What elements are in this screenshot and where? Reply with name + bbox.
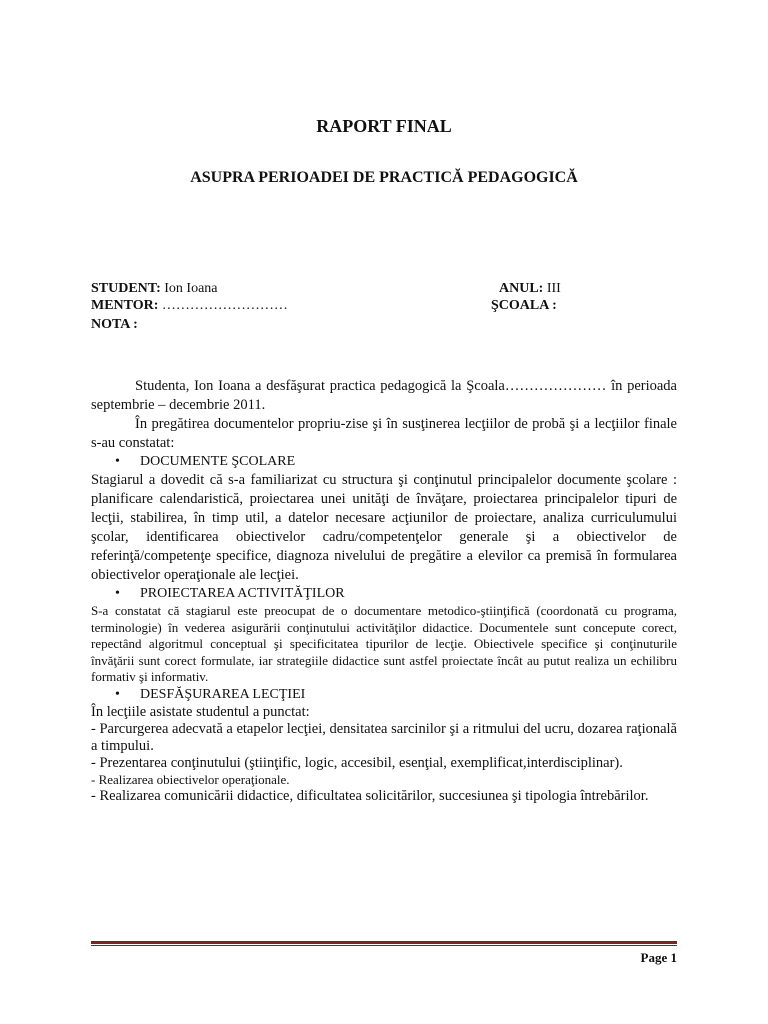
paragraph-prezentarea: - Prezentarea conţinutului (ştiinţific, logic, accesibil, esenţial, exemplificat,interdisciplinar). [91, 754, 623, 771]
paragraph-asistate: În lecţiile asistate studentul a punctat: [91, 703, 310, 720]
mentor-value: ……………………… [161, 298, 288, 313]
bullet-desfasurarea [91, 686, 677, 704]
nota-label: NOTA : [91, 317, 138, 332]
paragraph-realizarea-comunicarii: - Realizarea comunicării didactice, dificultatea solicitărilor, succesiunea şi tipologia întrebărilor. [91, 788, 649, 804]
bullet-dot: • [115, 686, 120, 702]
report-subtitle: ASUPRA PERIOADEI DE PRACTICĂ PEDAGOGICĂ [190, 169, 578, 186]
report-title: RAPORT FINAL [316, 116, 452, 136]
report-body [91, 377, 677, 805]
bullet-dot: • [115, 586, 120, 601]
paragraph-proiectarea: S-a constatat că stagiarul este preocupat de o documentare metodico-ştiinţifică (coordonată cu programa, terminologie) în vederea asigurării conţinutului activităţilor didactice. Documentele sunt concepute corect, repectând algoritmul conceptual şi specificitatea tipurilor de lecţie. Obiectivele specifice şi conţinuturile învăţării sunt corect formulate, iar strategiile didactice sunt astfel proiectate încât au putut realiza un echilibru formativ şi informativ. [91, 603, 677, 684]
bullet-documente-label: DOCUMENTE ŞCOLARE [140, 454, 296, 469]
anul-label: ANUL: [499, 281, 544, 296]
mentor-line [91, 298, 288, 314]
bullet-proiectarea-label: PROIECTAREA ACTIVITĂŢILOR [140, 586, 345, 601]
bullet-proiectarea [91, 585, 677, 603]
nota-line [91, 317, 138, 333]
paragraph-findings: În pregătirea documentelor propriu-zise şi în susţinerea lecţiilor de probă şi a lecţiilor finale s-au constatat: [91, 416, 677, 451]
page-number: Page 1 [640, 950, 677, 965]
anul-line [499, 281, 561, 297]
anul-value: III [546, 281, 561, 296]
paragraph-parcurgerea: - Parcurgerea adecvată a etapelor lecţiei, densitatea sarcinilor şi a ritmului del ucru, dozarea raţională a timpului. [91, 720, 677, 754]
student-value: Ion Ioana [164, 281, 218, 296]
bullet-desfasurarea-label: DESFĂŞURAREA LECŢIEI [140, 686, 306, 702]
paragraph-documente: Stagiarul a dovedit că s-a familiarizat cu structura şi conţinutul principalelor documente şcolare : planificare calendaristică, proiectarea unei unităţi de învăţare, proiectarea principalelor tipuri de lecţii, stabilirea, în timp util, a datelor necesare acţiunilor de proiectare, analiza curriculumului şcolar, identificarea obiectivelor cadru/competenţelor generale şi a obiectivelor de referinţă/competenţe specifice, diagnoza nivelului de pregătire a elevilor ca premisă în formularea obiectivelor operaţionale ale lecţiei. [91, 472, 677, 583]
paragraph-realizarea-obiectivelor: - Realizarea obiectivelor operaţionale. [91, 771, 290, 787]
scoala-line [491, 298, 557, 314]
bullet-documente [91, 453, 677, 471]
student-line [91, 281, 218, 297]
student-label: STUDENT: [91, 281, 161, 296]
scoala-label: ŞCOALA : [491, 298, 557, 313]
mentor-label: MENTOR: [91, 298, 159, 313]
paragraph-intro: Studenta, Ion Ioana a desfăşurat practica pedagogică la Şcoala………………… în perioada septembrie – decembrie 2011. [91, 378, 677, 413]
footer-rule-thin [91, 945, 677, 946]
bullet-dot: • [115, 454, 120, 469]
footer-rule-thick [91, 941, 677, 944]
